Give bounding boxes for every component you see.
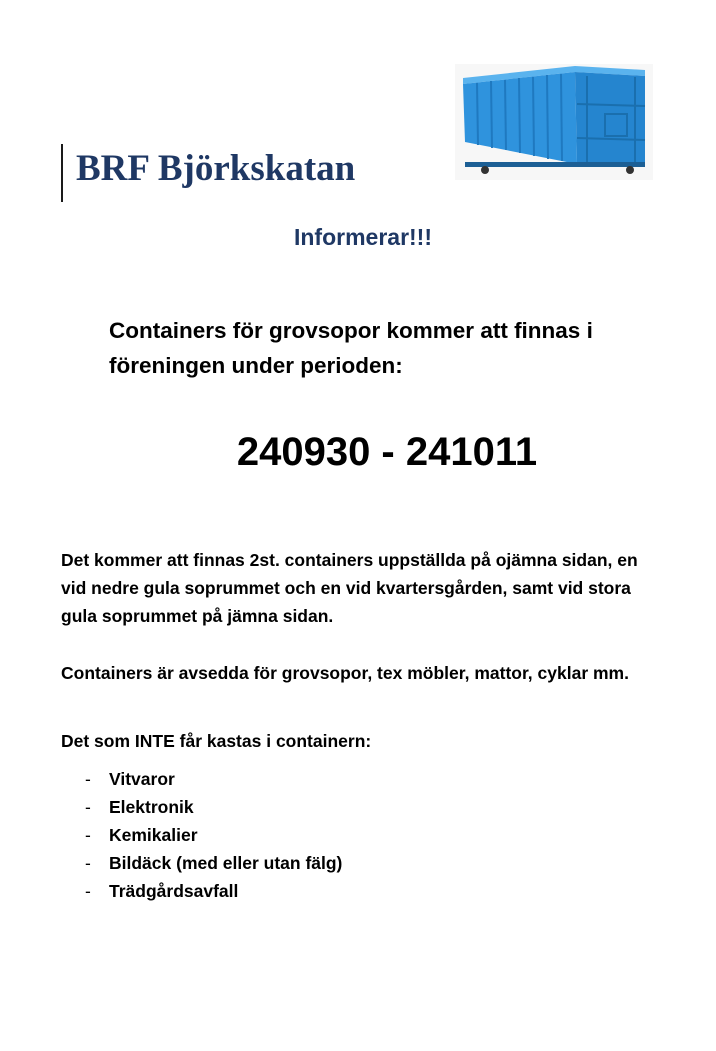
list-bullet: - bbox=[85, 853, 91, 873]
list-item bbox=[61, 821, 621, 849]
placement-paragraph: Det kommer att finnas 2st. containers uppställda på ojämna sidan, en vid nedre gula soprummet och en vid kvartersgården, samt vid stora gula soprummet på jämna sidan. bbox=[61, 550, 638, 626]
period-dates: 240930 - 241011 bbox=[236, 430, 538, 474]
list-bullet: - bbox=[85, 797, 91, 817]
organization-name: BRF Björkskatan bbox=[76, 148, 356, 189]
list-bullet: - bbox=[85, 881, 91, 901]
list-item-label: Bildäck (med eller utan fälg) bbox=[109, 853, 343, 873]
list-item-label: Trädgårdsavfall bbox=[109, 881, 239, 901]
list-item-label: Elektronik bbox=[109, 797, 194, 817]
list-item bbox=[61, 877, 621, 905]
list-bullet: - bbox=[85, 825, 91, 845]
list-item bbox=[61, 793, 621, 821]
dumpster-container-image bbox=[455, 64, 653, 180]
not-allowed-intro: Det som INTE får kastas i containern: bbox=[61, 731, 372, 751]
intro-text: Containers för grovsopor kommer att finnas i föreningen under perioden: bbox=[109, 318, 593, 378]
list-bullet: - bbox=[85, 769, 91, 789]
header-vertical-rule bbox=[61, 144, 63, 202]
list-item bbox=[61, 765, 621, 793]
informerar-heading: Informerar!!! bbox=[293, 224, 432, 250]
list-item bbox=[61, 849, 621, 877]
not-allowed-list bbox=[61, 765, 621, 905]
list-item-label: Kemikalier bbox=[109, 825, 198, 845]
purpose-paragraph: Containers är avsedda för grovsopor, tex möbler, mattor, cyklar mm. bbox=[61, 663, 629, 683]
list-item-label: Vitvaror bbox=[109, 769, 175, 789]
